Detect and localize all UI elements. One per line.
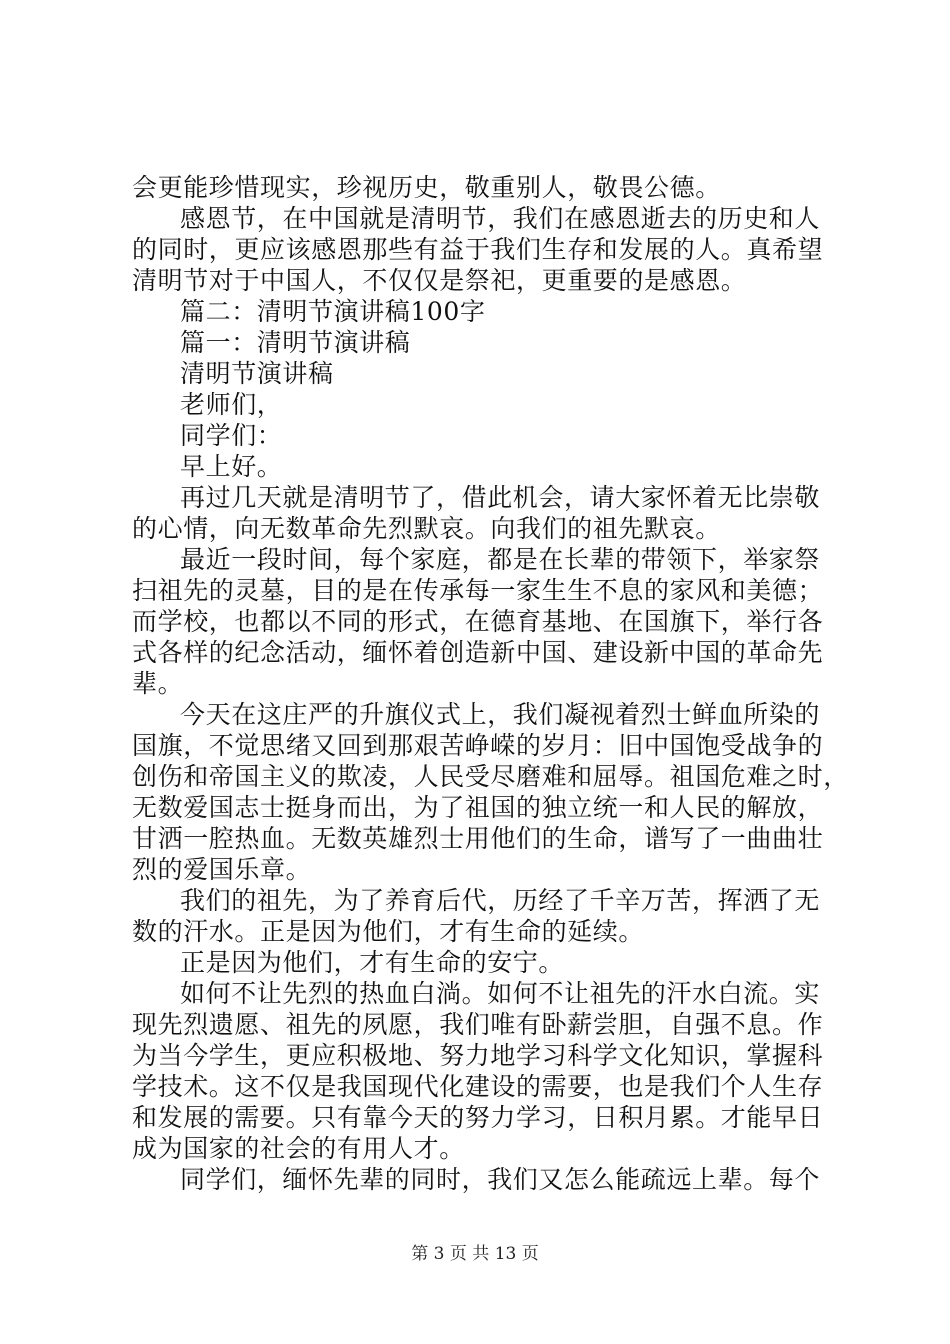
text-line: 国旗，不觉思绪又回到那艰苦峥嵘的岁月：旧中国饱受战争的 xyxy=(132,731,824,760)
page-footer: 第 3 页 共 13 页 xyxy=(411,1244,539,1264)
text-line: 会更能珍惜现实，珍视历史，敬重别人，敬畏公德。 xyxy=(132,173,721,202)
text-line: 成为国家的社会的有用人才。 xyxy=(132,1134,465,1163)
text-line: 的心情，向无数革命先烈默哀。向我们的祖先默哀。 xyxy=(132,514,721,543)
text-line: 为当今学生，更应积极地、努力地学习科学文化知识，掌握科 xyxy=(132,1041,824,1070)
text-line: 同学们，缅怀先辈的同时，我们又怎么能疏远上辈。每个 xyxy=(180,1165,821,1194)
text-line: 的同时，更应该感恩那些有益于我们生存和发展的人。真希望 xyxy=(132,235,824,264)
text-line: 篇二：清明节演讲稿100字 xyxy=(180,297,486,326)
text-line: 现先烈遗愿、祖先的夙愿，我们唯有卧薪尝胆，自强不息。作 xyxy=(132,1010,824,1039)
text-line: 甘洒一腔热血。无数英雄烈士用他们的生命，谱写了一曲曲壮 xyxy=(132,824,824,853)
text-line: 篇一：清明节演讲稿 xyxy=(180,328,411,357)
text-line: 烈的爱国乐章。 xyxy=(132,855,312,884)
text-line: 早上好。 xyxy=(180,452,283,481)
text-line: 辈。 xyxy=(132,669,184,698)
text-line: 清明节演讲稿 xyxy=(180,359,334,388)
text-line: 老师们， xyxy=(180,390,283,419)
text-line: 正是因为他们，才有生命的安宁。 xyxy=(180,948,565,977)
text-line: 感恩节，在中国就是清明节，我们在感恩逝去的历史和人 xyxy=(180,204,821,233)
text-line: 我们的祖先，为了养育后代，历经了千辛万苦，挥洒了无 xyxy=(180,886,821,915)
text-line: 和发展的需要。只有靠今天的努力学习，日积月累。才能早日 xyxy=(132,1103,824,1132)
text-line: 今天在这庄严的升旗仪式上，我们凝视着烈士鲜血所染的 xyxy=(180,700,821,729)
text-line: 清明节对于中国人，不仅仅是祭祀，更重要的是感恩。 xyxy=(132,266,747,295)
text-line: 再过几天就是清明节了，借此机会，请大家怀着无比崇敬 xyxy=(180,483,821,512)
text-line: 创伤和帝国主义的欺凌，人民受尽磨难和屈辱。祖国危难之时， xyxy=(132,762,849,791)
text-line: 同学们： xyxy=(180,421,283,450)
text-line: 无数爱国志士挺身而出，为了祖国的独立统一和人民的解放， xyxy=(132,793,824,822)
text-line: 数的汗水。正是因为他们，才有生命的延续。 xyxy=(132,917,645,946)
text-line: 扫祖先的灵墓，目的是在传承每一家生生不息的家风和美德； xyxy=(132,576,824,605)
text-line: 最近一段时间，每个家庭，都是在长辈的带领下，举家祭 xyxy=(180,545,821,574)
text-line: 式各样的纪念活动，缅怀着创造新中国、建设新中国的革命先 xyxy=(132,638,824,667)
text-line: 而学校，也都以不同的形式，在德育基地、在国旗下，举行各 xyxy=(132,607,824,636)
text-line: 如何不让先烈的热血白淌。如何不让祖先的汗水白流。实 xyxy=(180,979,821,1008)
text-line: 学技术。这不仅是我国现代化建设的需要，也是我们个人生存 xyxy=(132,1072,824,1101)
document-body xyxy=(132,172,849,1195)
